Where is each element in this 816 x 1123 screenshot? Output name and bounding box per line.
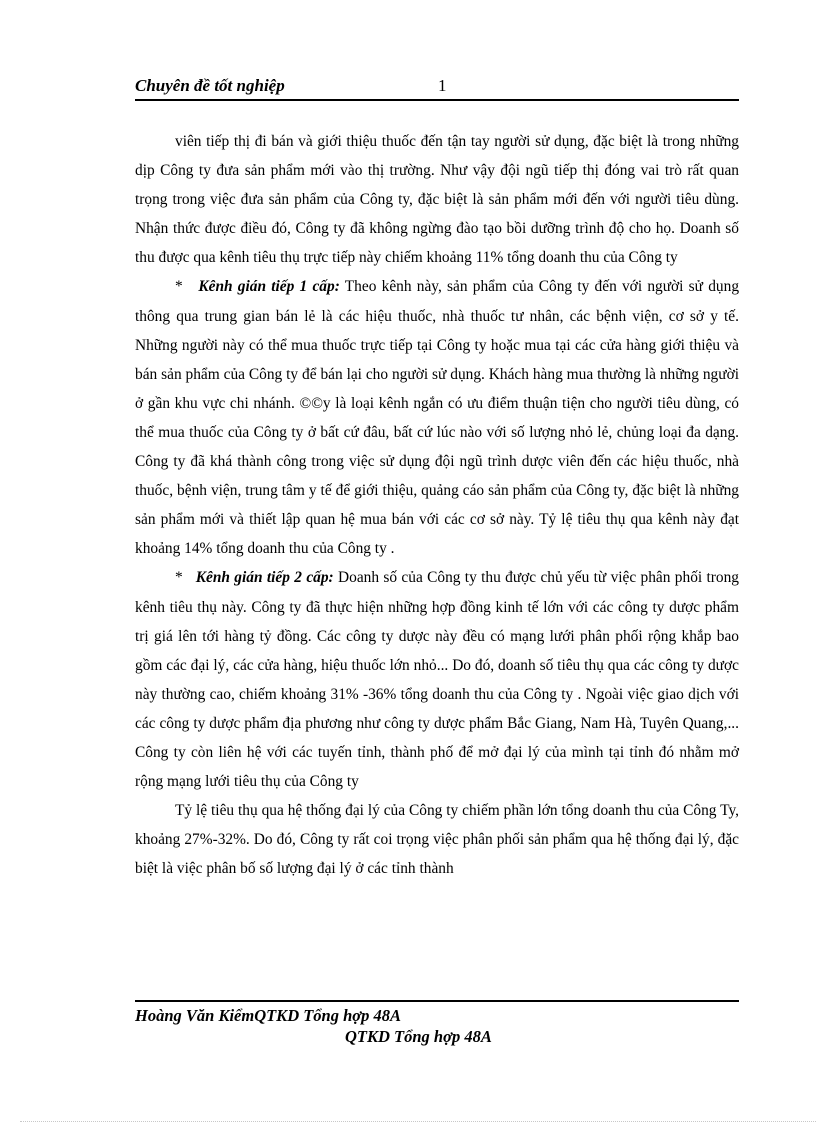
page-header — [135, 74, 739, 101]
paragraph-3 — [135, 563, 739, 796]
page-bottom-edge — [20, 1121, 816, 1122]
header-title: Chuyên đề tốt nghiệp — [135, 76, 285, 95]
page-number: 1 — [438, 76, 447, 95]
paragraph-2 — [135, 272, 739, 563]
bullet-marker: * — [175, 569, 183, 587]
bullet-marker: * — [175, 278, 183, 296]
paragraph-3-text: Doanh số của Công ty thu được chủ yếu từ việc phân phối trong kênh tiêu thụ này. Công ty đã thực hiện những hợp đồng kinh tế lớn với các công ty dược phẩm trị giá lên tới hàng tỷ đồng. Các công ty dược này đều có mạng lưới phân phối rộng khắp bao gồm các đại lý, các cửa hàng, hiệu thuốc lớn nhỏ... Do đó, doanh số tiêu thụ qua các công ty dược này thường cao, chiếm khoảng 31% -36% tổng doanh thu của Công ty . Ngoài việc giao dịch với các công ty dược phẩm địa phương như công ty dược phẩm Bắc Giang, Nam Hà, Tuyên Quang,... Công ty còn liên hệ với các tuyến tỉnh, thành phố để mở đại lý của mình tại tỉnh đó nhằm mở rộng mạng lưới tiêu thụ của Công ty — [135, 569, 739, 791]
paragraph-3-lead: Kênh gián tiếp 2 cấp: — [195, 569, 334, 587]
footer-class: QTKD Tổng hợp 48A — [345, 1027, 492, 1046]
paragraph-2-text: Theo kênh này, sản phẩm của Công ty đến với người sử dụng thông qua trung gian bán lẻ là các hiệu thuốc, nhà thuốc tư nhân, các bệnh viện, cơ sở y tế. Những người này có thể mua thuốc trực tiếp tại Công ty hoặc mua tại các cửa hàng giới thiệu và bán sản phẩm của Công ty để bán lại cho người sử dụng. Khách hàng mua thường là những người ở gần khu vực chi nhánh. ©©y là loại kênh ngắn có ưu điểm thuận tiện cho người tiêu dùng, có thể mua thuốc của Công ty ở bất cứ đâu, bất cứ lúc nào với số lượng nhỏ lẻ, chủng loại đa dạng. Công ty đã khá thành công trong việc sử dụng đội ngũ trình dược viên đến các hiệu thuốc, nhà thuốc, bệnh viện, trung tâm y tế để giới thiệu, quảng cáo sản phẩm của Công ty, đặc biệt là những sản phẩm mới và thiết lập quan hệ mua bán với các cơ sở này. Tỷ lệ tiêu thụ qua kênh này đạt khoảng 14% tổng doanh thu của Công ty . — [135, 278, 740, 558]
paragraph-4: Tỷ lệ tiêu thụ qua hệ thống đại lý của Công ty chiếm phần lớn tổng doanh thu của Công Ty, khoảng 27%-32%. Do đó, Công ty rất coi trọng việc phân phối sản phẩm qua hệ thống đại lý, đặc biệt là việc phân bố số lượng đại lý ở các tỉnh thành — [135, 802, 739, 878]
footer-divider — [135, 1000, 739, 1002]
paragraph-2-lead: Kênh gián tiếp 1 cấp: — [198, 278, 340, 296]
document-body — [135, 127, 739, 883]
footer-author: Hoàng Văn KiểmQTKD Tổng hợp 48A — [135, 1006, 402, 1025]
paragraph-1: viên tiếp thị đi bán và giới thiệu thuốc đến tận tay người sử dụng, đặc biệt là trong những dịp Công ty đưa sản phẩm mới vào thị trường. Như vậy đội ngũ tiếp thị đóng vai trò rất quan trọng trong việc đưa sản phẩm của Công ty, đặc biệt là sản phẩm mới đến với người tiêu dùng. Nhận thức được điều đó, Công ty đã không ngừng đào tạo bồi dưỡng trình độ cho họ. Doanh số thu được qua kênh tiêu thụ trực tiếp này chiếm khoảng 11% tổng doanh thu của Công ty — [135, 133, 739, 267]
